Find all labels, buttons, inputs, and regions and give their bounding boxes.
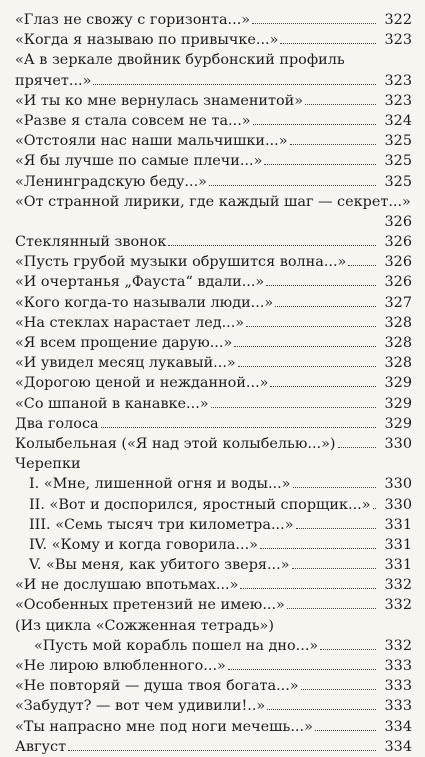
toc-entry-title: «Пусть грубой музыки обрушится волна...» [15,254,347,271]
toc-entry-page: 331 [382,515,412,535]
dot-leader [101,427,376,428]
toc-entry-page: 325 [382,151,412,171]
toc-entry-title: V. «Вы меня, как убитого зверя...» [29,557,290,574]
toc-entry [15,676,412,696]
toc-entry-page: 323 [382,71,412,91]
dot-leader [292,568,376,569]
toc-entry [15,333,412,353]
toc-entry [15,696,412,716]
toc-entry-page: 333 [382,676,412,696]
toc-entry-title: Стеклянный звонок [15,234,167,251]
toc-entry-page: 329 [382,373,412,393]
toc-entry [15,515,412,535]
toc-entry-page: 334 [382,737,412,757]
dot-leader [275,306,375,307]
dot-leader [320,649,375,650]
toc-entry-title: «От странной лирики, где каждый шаг — секрет...» [15,193,411,210]
toc-entry-page: 333 [382,656,412,676]
toc-entry-title: «И увидел месяц лукавый...» [15,355,236,372]
toc-entry [15,272,412,292]
toc-entry-page: 327 [382,293,412,313]
toc-entry [15,495,412,515]
toc-entry [15,353,412,373]
dot-leader [267,709,375,710]
toc-entry [15,535,412,555]
toc-entry [15,172,412,192]
toc-entry [15,656,412,676]
toc-entry [15,474,412,494]
table-of-contents [15,10,412,757]
toc-entry-page: 326 [382,252,412,272]
toc-entry [15,373,412,393]
toc-entry-title: «Ленинградскую беду...» [15,173,207,190]
toc-entry [15,232,412,252]
toc-entry-title: «Отстояли нас наши мальчишки...» [15,133,288,150]
toc-entry-page: 330 [382,474,412,494]
toc-entry-page: 332 [382,575,412,595]
toc-entry-title: «Со шпаной в канавке...» [15,395,209,412]
dot-leader [246,326,375,327]
dot-leader [270,386,375,387]
dot-leader [240,588,375,589]
toc-entry-page: 332 [382,636,412,656]
toc-entry-title: «Я бы лучше по самые плечи...» [15,153,263,170]
toc-entry-page: 330 [382,434,412,454]
dot-leader [338,447,376,448]
toc-entry [15,293,412,313]
toc-entry-title: «Кого когда-то называли люди...» [15,294,274,311]
toc-entry-page: 323 [382,91,412,111]
dot-leader [260,548,376,549]
toc-entry-page: 322 [382,10,412,30]
toc-entry-title: «Когда я называю по привычке...» [15,32,279,49]
toc-entry-page: 325 [382,131,412,151]
toc-entry-title: «Глаз не свожу с горизонта...» [15,12,251,28]
toc-entry-title: «А в зеркале двойник бурбонский профиль прячет...» [15,52,345,89]
dot-leader [253,124,376,125]
toc-entry-title: IV. «Кому и когда говорила...» [29,536,258,553]
dot-leader [264,164,375,165]
toc-entry-page: 325 [382,172,412,192]
toc-entry [15,91,412,111]
toc-entry-title: «Забудут? — вот чем удивили!..» [15,698,266,715]
toc-entry-title: «Я всем прощение дарую...» [15,335,233,352]
dot-leader [348,265,375,266]
dot-leader [296,528,376,529]
toc-entry [15,616,412,636]
toc-entry-page: 324 [382,111,412,131]
toc-entry-page: 334 [382,717,412,737]
dot-leader [228,669,376,670]
toc-entry-page: 328 [382,333,412,353]
toc-entry-title: «И очертанья „Фауста“ вдали...» [15,274,265,291]
toc-entry [15,394,412,414]
toc-entry [15,313,412,333]
toc-entry-title: I. «Мне, лишенной огня и воды...» [29,476,291,493]
toc-entry-page: 329 [382,414,412,434]
toc-entry-title: «И не дослушаю впотьмах...» [15,577,239,594]
toc-entry [15,30,412,50]
toc-entry-title: «На стеклах нарастает лед...» [15,314,245,331]
toc-entry [15,131,412,151]
toc-entry-page: 328 [382,313,412,333]
dot-leader [373,508,376,509]
dot-leader [293,487,376,488]
toc-entry-title: «Особенных претензий не имею...» [15,597,285,614]
toc-entry-title: «Дорогою ценой и нежданной...» [15,375,269,392]
toc-entry [15,252,412,272]
toc-entry-title: Черепки [15,456,81,473]
dot-leader [93,84,375,85]
dot-leader [252,23,375,24]
dot-leader [68,750,376,751]
dot-leader [238,366,376,367]
toc-entry-title: «Пусть мой корабль пошел на дно...» [34,637,319,654]
toc-entry-title: Колыбельная («Я над этой колыбелью...») [15,435,336,452]
toc-entry-title: «Не лирою влюбленного...» [15,658,226,675]
toc-entry [15,10,412,30]
toc-entry [15,50,412,90]
toc-entry-title: Август [15,738,67,755]
toc-entry-page: 326 [382,272,412,292]
toc-entry [15,414,412,434]
toc-entry-page: 329 [382,394,412,414]
dot-leader [280,43,375,44]
toc-entry-page: 326 [382,232,412,252]
toc-entry [15,575,412,595]
toc-entry [15,434,412,454]
toc-entry-title: III. «Семь тысяч три километра...» [29,516,294,533]
dot-leader [301,689,376,690]
toc-entry-page: 331 [382,555,412,575]
dot-leader [209,185,376,186]
toc-entry-page: 330 [382,495,412,515]
dot-leader [315,730,376,731]
toc-entry [15,111,412,131]
toc-entry-page: 333 [382,696,412,716]
toc-entry-page: 328 [382,353,412,373]
toc-entry [15,555,412,575]
dot-leader [234,346,375,347]
toc-entry [15,636,412,656]
toc-entry-title: «Не повторяй — душа твоя богата...» [15,678,299,695]
toc-entry-page: 331 [382,535,412,555]
toc-entry-title: Два голоса [15,415,99,432]
dot-leader [305,104,375,105]
dot-leader [266,285,375,286]
toc-entry [15,595,412,615]
dot-leader [211,407,376,408]
toc-entry-page: 326 [382,212,412,232]
toc-entry-page: 332 [382,595,412,615]
toc-entry-page: 323 [382,30,412,50]
toc-entry-title: «Разве я стала совсем не та...» [15,112,251,129]
toc-entry [15,717,412,737]
toc-entry-title: (Из цикла «Сожженная тетрадь») [15,617,274,634]
dot-leader [290,144,376,145]
toc-entry-title: II. «Вот и доспорился, яростный спорщик...» [29,496,371,513]
toc-entry [15,151,412,171]
dot-leader [168,245,375,246]
toc-entry [15,454,412,474]
toc-entry [15,737,412,757]
toc-entry-title: «И ты ко мне вернулась знаменитой» [15,92,304,109]
toc-entry-title: «Ты напрасно мне под ноги мечешь...» [15,718,313,735]
toc-entry [15,192,412,232]
dot-leader [287,608,376,609]
